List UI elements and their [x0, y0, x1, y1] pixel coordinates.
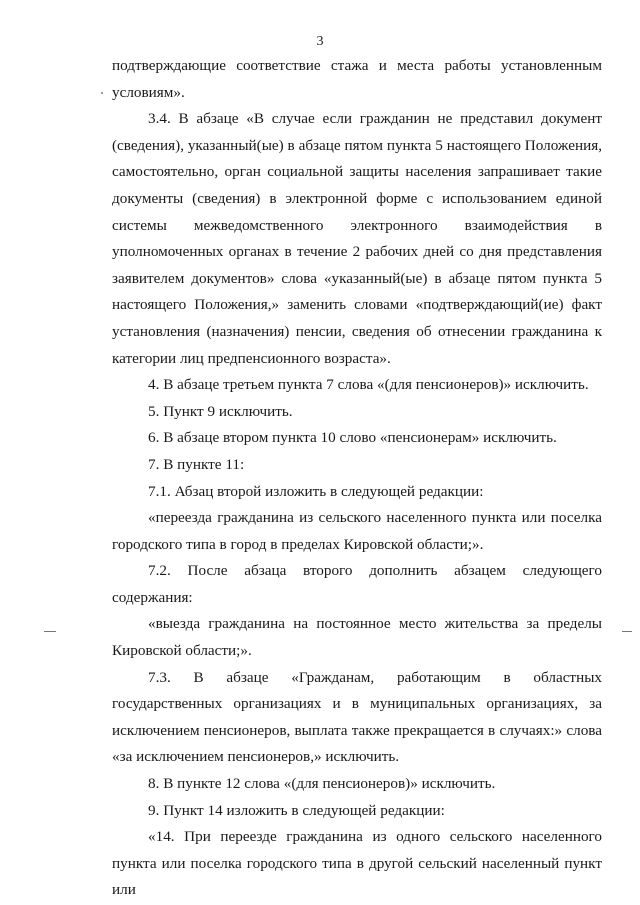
paragraph-7-2-quote: «выезда гражданина на постоянное место жительства за пределы Кировской области;». — [112, 615, 602, 660]
paragraph-14-quote: «14. При переезде гражданина из одного сельского населенного пункта или поселка городского типа в другой сельский населенный пункт или — [112, 828, 602, 899]
document-body — [112, 53, 602, 904]
scan-mark-right — [622, 631, 632, 632]
paragraph-3-4: 3.4. В абзаце «В случае если гражданин не представил документ (сведения), указанный(ые) в абзаце пятом пункта 5 настоящего Положения, самостоятельно, орган социальной защиты населения запрашивает такие документы (сведения) в электронной форме с использованием единой системы межведомственного электронного взаимодействия в уполномоченных органах в течение 2 рабочих дней со дня представления заявителем документов» слова «указанный(ые) в абзаце пятом пункта 5 настоящего Положения,» заменить словами «подтверждающий(ие) факт установления (назначения) пенсии, сведения об отнесении гражданина к категории лиц предпенсионного возраста». — [112, 110, 602, 367]
paragraph-7: 7. В пункте 11: — [148, 455, 245, 473]
paragraph-7-2: 7.2. После абзаца второго дополнить абзацем следующего содержания: — [112, 562, 602, 606]
scan-dot-left — [101, 92, 103, 94]
paragraph-7-1: 7.1. Абзац второй изложить в следующей редакции: — [148, 482, 484, 500]
paragraph-7-3: 7.3. В абзаце «Гражданам, работающим в областных государственных организациях и в муниципальных организациях, за исключением пенсионеров, выплата также прекращается в случаях:» слова «за исключением пенсионеров,» исключить. — [112, 668, 602, 766]
scan-mark-left — [44, 631, 56, 632]
paragraph-4: 4. В абзаце третьем пункта 7 слова «(для пенсионеров)» исключить. — [148, 376, 589, 394]
paragraph-6: 6. В абзаце втором пункта 10 слово «пенсионерам» исключить. — [148, 429, 557, 447]
paragraph-continuation: подтверждающие соответствие стажа и места работы установленным условиям». — [112, 57, 602, 101]
page-number: 3 — [316, 34, 324, 49]
paragraph-9: 9. Пункт 14 изложить в следующей редакции: — [148, 801, 445, 819]
paragraph-8: 8. В пункте 12 слова «(для пенсионеров)» исключить. — [148, 775, 496, 793]
paragraph-7-1-quote: «переезда гражданина из сельского населенного пункта или поселка городского типа в город в пределах Кировской области;». — [112, 509, 602, 553]
paragraph-5: 5. Пункт 9 исключить. — [148, 402, 293, 420]
